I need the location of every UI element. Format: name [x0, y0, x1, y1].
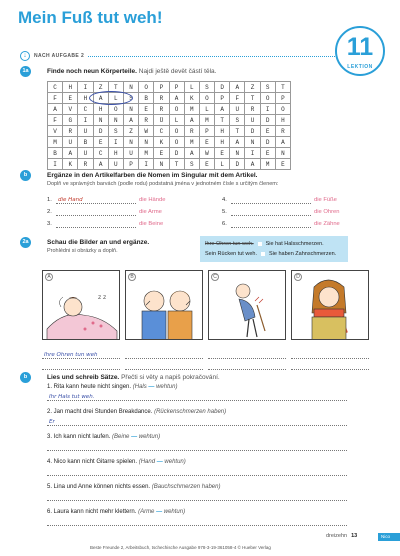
grid-cell[interactable]: O: [275, 104, 290, 115]
grid-cell[interactable]: F: [230, 93, 245, 104]
exercise-badge-2a: 2a: [20, 237, 31, 248]
grid-cell[interactable]: Z: [93, 82, 108, 93]
grid-cell[interactable]: N: [108, 115, 123, 126]
grid-cell[interactable]: E: [139, 104, 154, 115]
grid-cell[interactable]: D: [169, 148, 184, 159]
sentence: 2. Jan macht drei Stunden Breakdance. (Rückenschmerzen haben): [47, 409, 227, 415]
grid-cell[interactable]: H: [215, 137, 230, 148]
grid-cell[interactable]: D: [260, 115, 275, 126]
noun-plural: die Arme: [139, 208, 162, 215]
grid-cell[interactable]: O: [169, 104, 184, 115]
grid-cell[interactable]: N: [93, 115, 108, 126]
phrase-row: [205, 239, 343, 249]
grid-cell[interactable]: N: [230, 148, 245, 159]
grid-cell[interactable]: R: [154, 93, 169, 104]
grid-cell[interactable]: B: [139, 93, 154, 104]
grid-cell[interactable]: W: [139, 126, 154, 137]
grid-cell[interactable]: A: [184, 148, 199, 159]
grid-cell[interactable]: C: [154, 126, 169, 137]
answer-line[interactable]: [231, 195, 311, 204]
grid-cell[interactable]: S: [199, 82, 214, 93]
grid-cell[interactable]: A: [230, 137, 245, 148]
grid-cell[interactable]: A: [93, 159, 108, 170]
grid-cell[interactable]: G: [63, 115, 78, 126]
grid-cell[interactable]: H: [63, 82, 78, 93]
picture-a: A z z: [42, 270, 120, 340]
grid-cell[interactable]: I: [260, 104, 275, 115]
grid-cell[interactable]: F: [48, 93, 63, 104]
grid-row: [48, 126, 291, 137]
grid-row: [48, 148, 291, 159]
grid-cell[interactable]: T: [245, 93, 260, 104]
grid-cell[interactable]: F: [48, 115, 63, 126]
grid-cell[interactable]: E: [63, 93, 78, 104]
grid-cell[interactable]: O: [260, 93, 275, 104]
answer-line[interactable]: [47, 417, 347, 426]
grid-cell[interactable]: A: [215, 104, 230, 115]
exercise-badge-2b: b: [20, 372, 31, 383]
grid-cell[interactable]: M: [139, 148, 154, 159]
grid-cell[interactable]: U: [108, 159, 123, 170]
grid-cell[interactable]: L: [215, 159, 230, 170]
exercise-badge-1b: b: [20, 170, 31, 181]
grid-cell[interactable]: E: [215, 148, 230, 159]
grid-cell[interactable]: V: [63, 104, 78, 115]
grid-cell[interactable]: B: [48, 148, 63, 159]
handwritten-answer: Ihre Ohren tun weh: [44, 352, 98, 358]
chapter-tab: Nico: [378, 533, 400, 541]
page-title: Mein Fuß tut weh!: [18, 8, 163, 27]
grid-cell[interactable]: A: [123, 115, 138, 126]
grid-cell[interactable]: O: [169, 126, 184, 137]
lektion-number: 11: [346, 33, 374, 61]
exercise-1b-heading: Ergänze in den Artikelfarben die Nomen im Singular mit dem Artikel.: [47, 172, 258, 179]
sentence: 4. Nico kann nicht Gitarre spielen. (Hand — wehtun): [47, 459, 186, 465]
grid-cell[interactable]: I: [108, 137, 123, 148]
phrase-used: Ihre Ohren tun weh.: [205, 241, 254, 247]
grid-cell[interactable]: U: [63, 137, 78, 148]
grid-cell[interactable]: T: [230, 126, 245, 137]
grid-cell[interactable]: R: [184, 126, 199, 137]
grid-cell[interactable]: P: [154, 82, 169, 93]
grid-cell[interactable]: C: [78, 104, 93, 115]
sentence: 1. Rita kann heute nicht singen. (Hals — wehtun): [47, 384, 178, 390]
grid-cell[interactable]: K: [154, 137, 169, 148]
grid-cell[interactable]: U: [78, 126, 93, 137]
grid-cell[interactable]: A: [184, 115, 199, 126]
exercise-2a-heading: Schau die Bilder an und ergänze.: [47, 239, 150, 246]
grid-row: [48, 93, 291, 104]
sentence: 6. Laura kann nicht mehr klettern. (Arme — wehtun): [47, 509, 186, 515]
answer-line-b[interactable]: [125, 361, 203, 370]
bullet-square: [258, 242, 262, 246]
noun-item: 2. die Arme: [47, 208, 162, 215]
grid-cell[interactable]: D: [260, 137, 275, 148]
grid-cell[interactable]: S: [260, 82, 275, 93]
noun-plural: die Zähne: [314, 220, 340, 227]
lektion-seal: [335, 26, 385, 76]
noun-plural: die Ohren: [314, 208, 340, 215]
grid-cell[interactable]: A: [63, 148, 78, 159]
grid-cell[interactable]: A: [245, 159, 260, 170]
grid-cell[interactable]: M: [199, 115, 214, 126]
grid-cell[interactable]: O: [139, 82, 154, 93]
grid-cell[interactable]: S: [230, 115, 245, 126]
picture-d: D: [291, 270, 369, 340]
answer-line[interactable]: [231, 207, 311, 216]
answer-line-a[interactable]: [42, 361, 120, 370]
noun-item: 4. die Füße: [222, 196, 337, 203]
grid-cell[interactable]: Z: [123, 126, 138, 137]
grid-cell[interactable]: C: [93, 148, 108, 159]
page-number: dreizehn 13: [326, 533, 358, 539]
noun-item: 5. die Ohren: [222, 208, 340, 215]
grid-cell[interactable]: K: [184, 93, 199, 104]
noun-item: 6. die Zähne: [222, 220, 340, 227]
grid-cell[interactable]: T: [108, 82, 123, 93]
noun-plural: die Füße: [314, 196, 337, 203]
bullet-square: [261, 252, 265, 256]
handwritten-answer: Er: [49, 419, 55, 425]
grid-cell[interactable]: P: [169, 82, 184, 93]
grid-cell[interactable]: N: [123, 137, 138, 148]
grid-cell[interactable]: N: [154, 159, 169, 170]
answer-line-c[interactable]: [208, 350, 286, 359]
grid-row: [48, 115, 291, 126]
picture-c: C: [208, 270, 286, 340]
grid-cell[interactable]: I: [78, 115, 93, 126]
grid-cell[interactable]: N: [139, 137, 154, 148]
grid-cell[interactable]: C: [48, 82, 63, 93]
grid-cell[interactable]: E: [260, 126, 275, 137]
answer-line[interactable]: [47, 492, 347, 501]
grid-row: [48, 82, 291, 93]
answer-line[interactable]: [56, 219, 136, 228]
grid-cell[interactable]: P: [275, 93, 290, 104]
grid-cell[interactable]: O: [108, 104, 123, 115]
grid-cell[interactable]: Ü: [154, 115, 169, 126]
grid-cell[interactable]: L: [199, 104, 214, 115]
exercise-1a-instruction: Najdi ještě devět částí těla.: [138, 68, 217, 75]
grid-cell[interactable]: H: [275, 115, 290, 126]
answer-line[interactable]: [56, 207, 136, 216]
grid-cell[interactable]: R: [245, 104, 260, 115]
answer-line[interactable]: [47, 517, 347, 526]
exercise-1a-title: Finde noch neun Körperteile.: [47, 68, 137, 75]
circled-word-hals: [89, 91, 133, 105]
grid-cell[interactable]: W: [199, 148, 214, 159]
grid-cell[interactable]: D: [230, 159, 245, 170]
grid-cell[interactable]: K: [63, 159, 78, 170]
grid-cell[interactable]: B: [78, 137, 93, 148]
grid-cell[interactable]: S: [184, 159, 199, 170]
grid-cell[interactable]: U: [78, 148, 93, 159]
phrase-box: [200, 236, 348, 262]
grid-cell[interactable]: N: [123, 104, 138, 115]
grid-cell[interactable]: I: [245, 148, 260, 159]
grid-cell[interactable]: S: [123, 93, 138, 104]
grid-cell[interactable]: N: [123, 82, 138, 93]
grid-cell[interactable]: V: [48, 126, 63, 137]
sentence: 3. Ich kann nicht laufen. (Beine — wehtun): [47, 434, 161, 440]
grid-cell[interactable]: O: [199, 93, 214, 104]
grid-cell[interactable]: U: [230, 104, 245, 115]
exercise-2a-instruction: Prohlédni si obrázky a doplň.: [47, 248, 118, 254]
exercise-1b-instruction: Doplň ve správných barvách (podle rodu) podstatná jména v jednotném čísle s určitým členem:: [47, 181, 279, 187]
grid-cell[interactable]: P: [123, 159, 138, 170]
sentence: 5. Lina und Anne können nichts essen. (Bauchschmerzen haben): [47, 484, 221, 490]
answer-line-d[interactable]: [291, 361, 369, 370]
grid-cell[interactable]: O: [169, 137, 184, 148]
grid-cell[interactable]: Z: [245, 82, 260, 93]
handwritten-answer: die Hand: [58, 197, 83, 203]
grid-cell[interactable]: A: [93, 93, 108, 104]
grid-row: [48, 159, 291, 170]
grid-cell[interactable]: S: [108, 126, 123, 137]
grid-cell[interactable]: E: [199, 159, 214, 170]
arrow-down-icon: ↓: [20, 51, 30, 61]
grid-cell[interactable]: N: [275, 148, 290, 159]
grid-cell[interactable]: T: [169, 159, 184, 170]
grid-cell[interactable]: M: [184, 137, 199, 148]
grid-cell[interactable]: I: [78, 82, 93, 93]
grid-cell[interactable]: L: [169, 115, 184, 126]
grid-cell[interactable]: U: [245, 115, 260, 126]
exercise-1a-heading: [47, 68, 216, 75]
phrase: Sein Rücken tut weh.: [205, 251, 257, 257]
publisher-footer: Beste Freunde 2, Arbeitsbuch, tschechische Ausgabe 978-3-19-361058-4 © Hueber Verlag: [90, 545, 271, 550]
grid-cell[interactable]: E: [199, 137, 214, 148]
grid-cell[interactable]: D: [215, 82, 230, 93]
old-man-backache-illustration: [209, 271, 286, 340]
grid-cell[interactable]: D: [245, 126, 260, 137]
grid-cell[interactable]: R: [154, 104, 169, 115]
answer-line-d[interactable]: [291, 350, 369, 359]
noun-item: 1. die Hand die Hände: [47, 196, 166, 203]
grid-cell[interactable]: U: [123, 148, 138, 159]
grid-cell[interactable]: E: [275, 159, 290, 170]
grid-cell[interactable]: A: [48, 104, 63, 115]
grid-cell[interactable]: R: [78, 159, 93, 170]
grid-cell[interactable]: A: [230, 82, 245, 93]
answer-line[interactable]: [47, 442, 347, 451]
grid-cell[interactable]: M: [184, 104, 199, 115]
sick-girl-in-bed-illustration: [43, 271, 120, 340]
answer-line[interactable]: [56, 195, 136, 204]
phrase: Sie hat Halsschmerzen.: [265, 241, 324, 247]
grid-cell[interactable]: P: [199, 126, 214, 137]
answer-line-a[interactable]: [42, 350, 120, 359]
noun-item: 3. die Beine: [47, 220, 164, 227]
grid-cell[interactable]: E: [154, 148, 169, 159]
grid-cell[interactable]: I: [48, 159, 63, 170]
grid-cell[interactable]: R: [63, 126, 78, 137]
grid-cell[interactable]: P: [215, 93, 230, 104]
grid-row: [48, 104, 291, 115]
grid-cell[interactable]: L: [108, 93, 123, 104]
lektion-word: LEKTION: [347, 64, 373, 70]
nach-aufgabe-text: NACH AUFGABE 2: [34, 53, 85, 59]
noun-plural: die Hände: [139, 196, 166, 203]
grid-cell[interactable]: I: [139, 159, 154, 170]
phrase-row: [205, 249, 343, 259]
exercise-badge-1a: 1a: [20, 66, 31, 77]
grid-cell[interactable]: R: [139, 115, 154, 126]
grid-cell[interactable]: N: [245, 137, 260, 148]
grid-cell[interactable]: M: [48, 137, 63, 148]
svg-text:z z: z z: [98, 294, 107, 301]
nach-aufgabe-label: [20, 51, 88, 61]
answer-line[interactable]: [47, 467, 347, 476]
grid-row: [48, 137, 291, 148]
answer-line[interactable]: [47, 392, 347, 401]
grid-cell[interactable]: H: [108, 148, 123, 159]
noun-plural: die Beine: [139, 220, 164, 227]
phrase: Sie haben Zahnschmerzen.: [268, 251, 337, 257]
answer-line-b[interactable]: [125, 350, 203, 359]
grid-cell[interactable]: T: [275, 82, 290, 93]
grid-cell[interactable]: E: [93, 137, 108, 148]
grid-cell[interactable]: H: [215, 126, 230, 137]
grid-cell[interactable]: A: [169, 93, 184, 104]
grid-cell[interactable]: E: [260, 148, 275, 159]
grid-cell[interactable]: A: [275, 137, 290, 148]
exercise-2b-heading: Lies und schreib Sätze. Přečti si věty a napiš pokračování.: [47, 374, 220, 381]
word-search-grid: [47, 81, 291, 170]
two-kids-toothache-illustration: [126, 271, 203, 340]
grid-cell[interactable]: M: [260, 159, 275, 170]
grid-cell[interactable]: R: [275, 126, 290, 137]
grid-cell[interactable]: H: [93, 104, 108, 115]
answer-line-c[interactable]: [208, 361, 286, 370]
handwritten-answer: Ihr Hals tut weh.: [49, 394, 95, 400]
girl-sore-throat-illustration: [292, 271, 369, 340]
grid-cell[interactable]: L: [184, 82, 199, 93]
picture-b: B: [125, 270, 203, 340]
answer-line[interactable]: [231, 219, 311, 228]
grid-cell[interactable]: T: [215, 115, 230, 126]
grid-cell[interactable]: D: [93, 126, 108, 137]
grid-cell[interactable]: H: [78, 93, 93, 104]
